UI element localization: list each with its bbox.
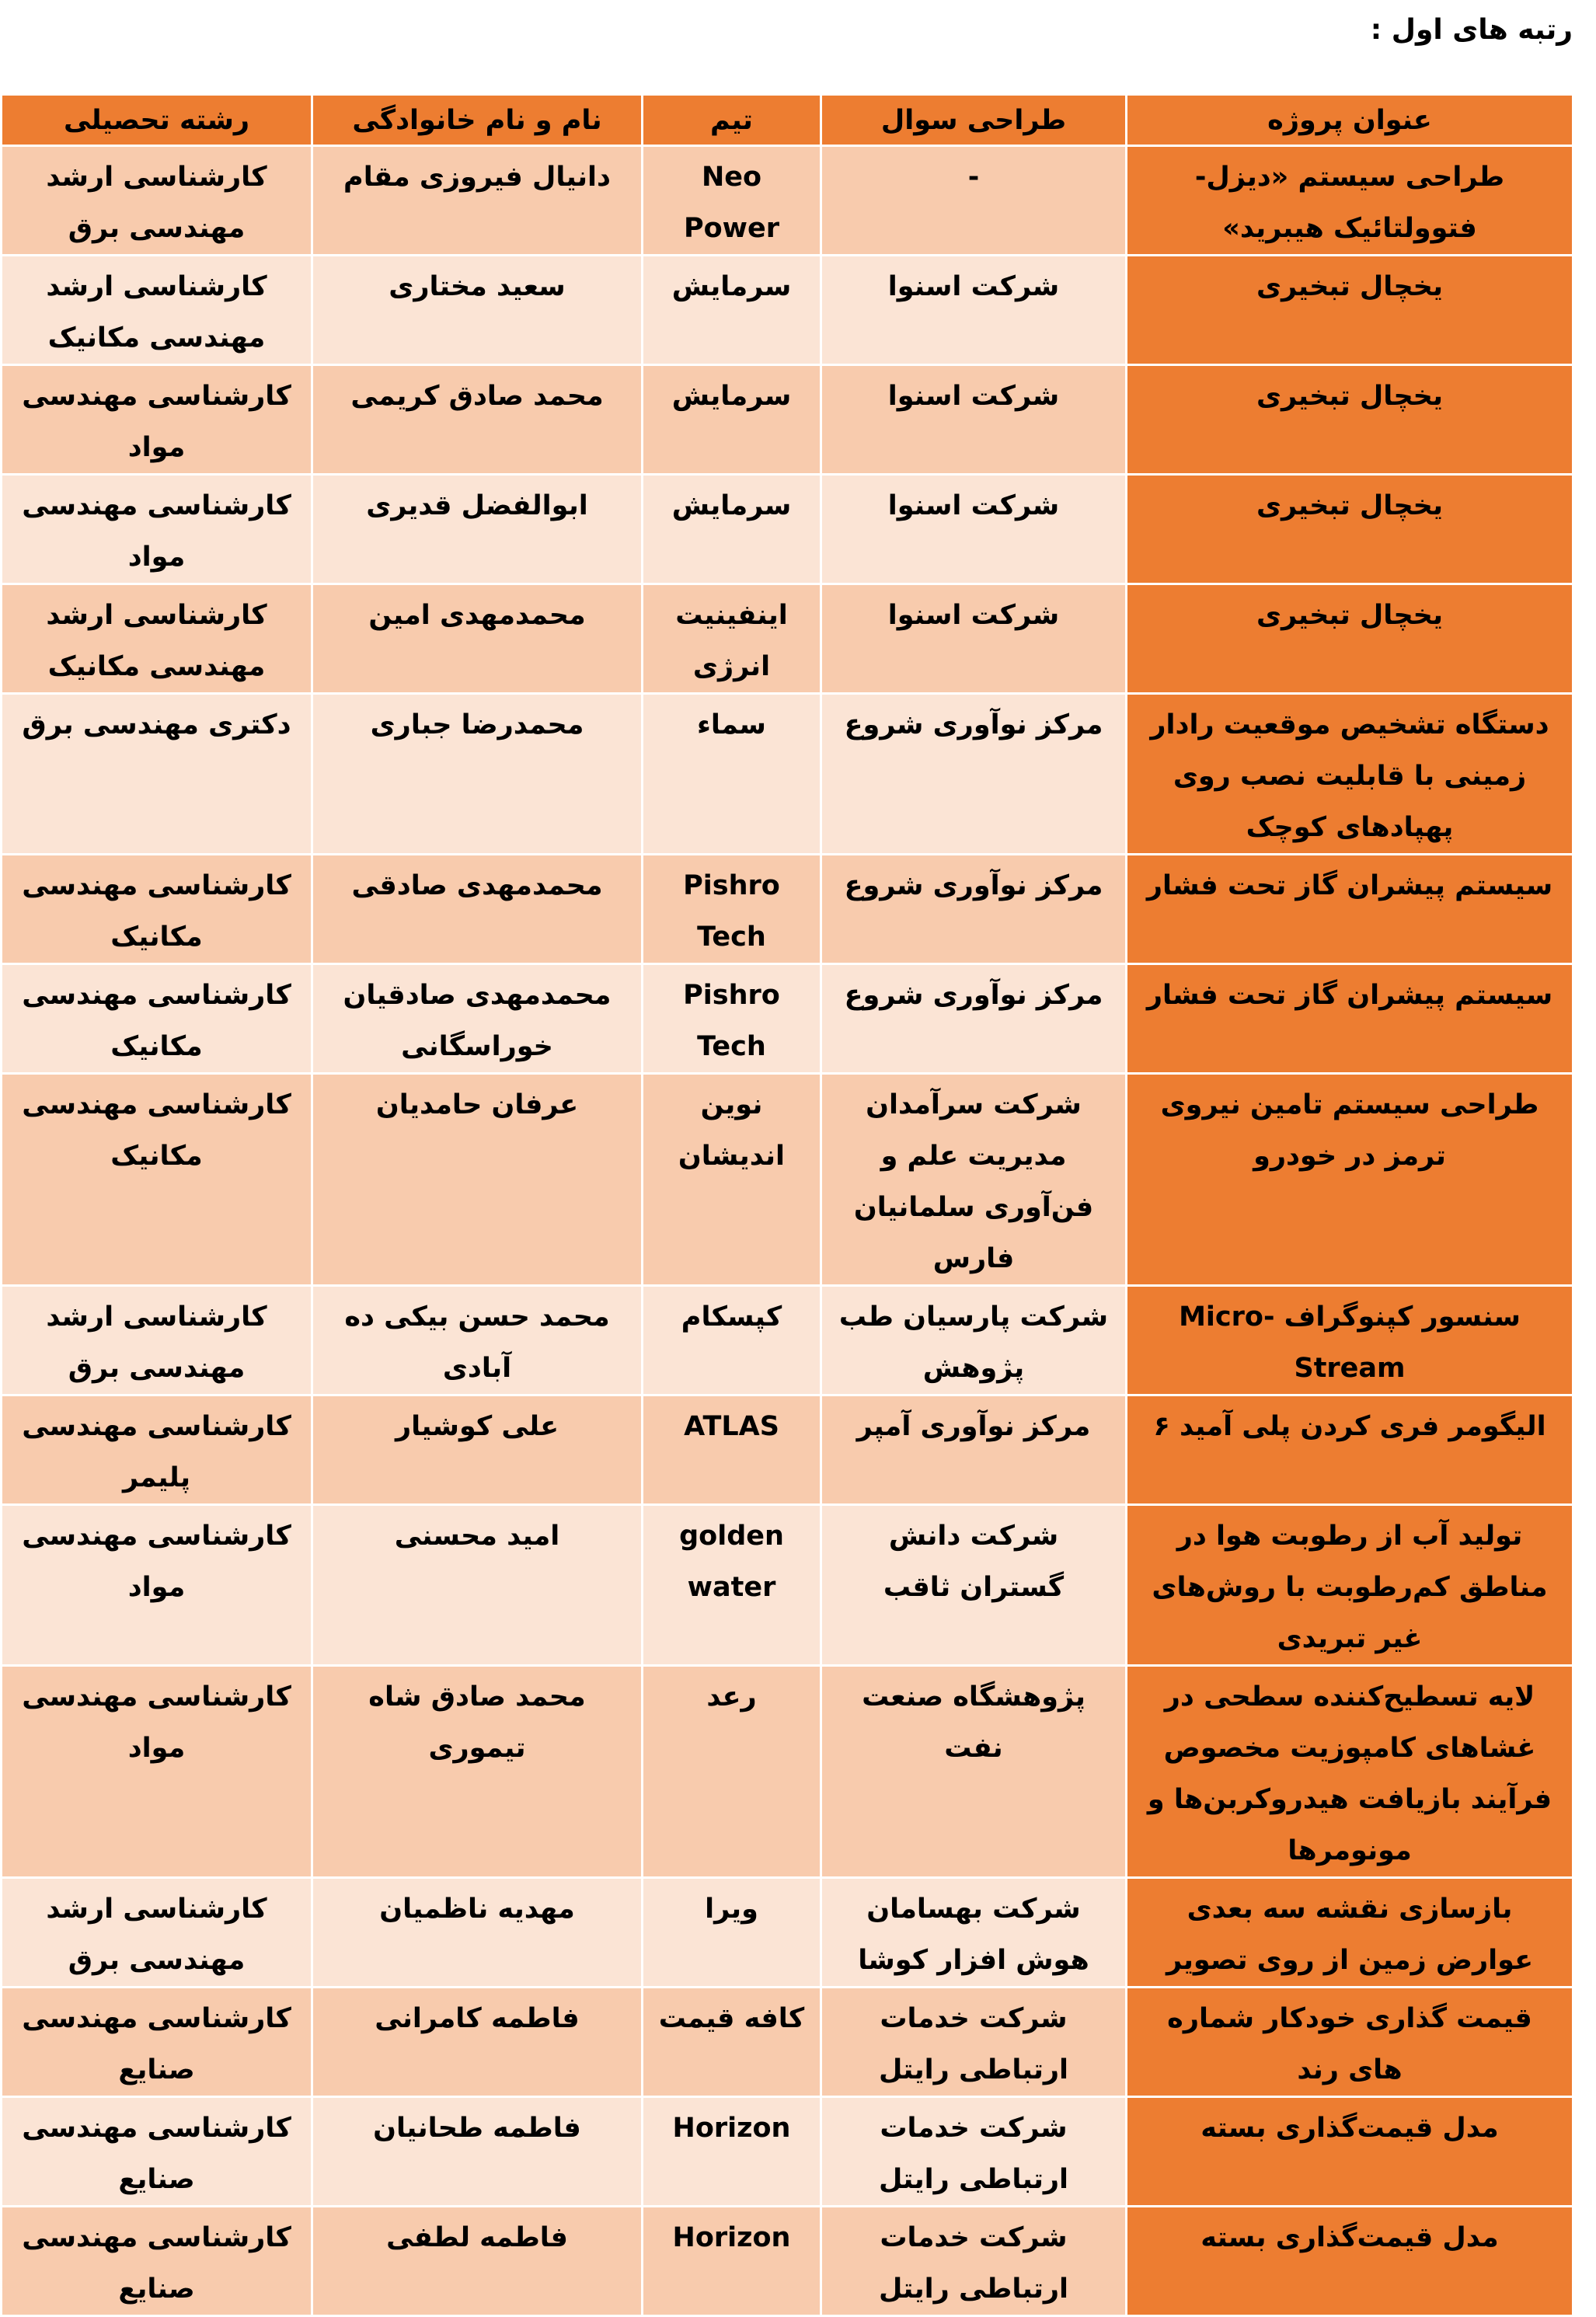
cell-field-of-study: کارشناسی ارشد مهندسی برق bbox=[2, 1286, 312, 1395]
cell-project-title: یخچال تبخیری bbox=[1127, 584, 1573, 694]
cell-question-designer: شرکت اسنوا bbox=[821, 365, 1127, 475]
cell-question-designer: مرکز نوآوری شروع bbox=[821, 964, 1127, 1074]
cell-field-of-study: کارشناسی مهندسی مواد bbox=[2, 365, 312, 475]
table-row bbox=[2, 256, 1573, 365]
cell-project-title: لایه تسطیح‌کننده سطحی در غشاهای کامپوزیت مخصوص فرآیند بازیافت هیدروکربن‌ها و مونومرها bbox=[1127, 1666, 1573, 1878]
cell-full-name: محمدرضا جباری bbox=[312, 694, 643, 855]
cell-full-name: علی کوشیار bbox=[312, 1395, 643, 1505]
cell-question-designer: شرکت پارسیان طب پژوهش bbox=[821, 1286, 1127, 1395]
cell-full-name: مهدیه ناظمیان bbox=[312, 1878, 643, 1988]
cell-project-title: طراحی سیستم «دیزل-فتوولتائیک هیبرید» bbox=[1127, 146, 1573, 256]
cell-full-name: فاطمه کامرانی bbox=[312, 1988, 643, 2097]
table-row bbox=[2, 1666, 1573, 1878]
cell-project-title: مدل قیمت‌گذاری بسته bbox=[1127, 2207, 1573, 2316]
cell-question-designer: مرکز نوآوری شروع bbox=[821, 855, 1127, 964]
cell-team: golden water bbox=[643, 1505, 821, 1666]
cell-project-title: سیستم پیشران گاز تحت فشار bbox=[1127, 855, 1573, 964]
table-row bbox=[2, 146, 1573, 256]
cell-full-name: محمدمهدی امین bbox=[312, 584, 643, 694]
cell-project-title: سنسور کپنوگراف Micro-Stream bbox=[1127, 1286, 1573, 1395]
cell-project-title: یخچال تبخیری bbox=[1127, 365, 1573, 475]
cell-full-name: فاطمه لطفی bbox=[312, 2207, 643, 2316]
cell-field-of-study: کارشناسی مهندسی صنایع bbox=[2, 2097, 312, 2207]
cell-team: ATLAS bbox=[643, 1395, 821, 1505]
cell-team: Pishro Tech bbox=[643, 964, 821, 1074]
rankings-table bbox=[0, 93, 1574, 2317]
cell-full-name: ابوالفضل قدیری bbox=[312, 475, 643, 584]
cell-question-designer: شرکت خدمات ارتباطی رایتل bbox=[821, 2097, 1127, 2207]
cell-project-title: یخچال تبخیری bbox=[1127, 256, 1573, 365]
header-question-designer: طراحی سوال bbox=[821, 95, 1127, 146]
table-row bbox=[2, 1395, 1573, 1505]
cell-project-title: مدل قیمت‌گذاری بسته bbox=[1127, 2097, 1573, 2207]
cell-team: کافه قیمت bbox=[643, 1988, 821, 2097]
cell-full-name: محمد حسن بیکی ده آبادی bbox=[312, 1286, 643, 1395]
cell-project-title: قیمت گذاری خودکار شماره های رند bbox=[1127, 1988, 1573, 2097]
cell-team: Neo Power bbox=[643, 146, 821, 256]
header-field-of-study: رشته تحصیلی bbox=[2, 95, 312, 146]
cell-field-of-study: کارشناسی مهندسی صنایع bbox=[2, 2207, 312, 2316]
cell-question-designer: شرکت بهسامان هوش افزار کوشا bbox=[821, 1878, 1127, 1988]
cell-field-of-study: کارشناسی ارشد مهندسی مکانیک bbox=[2, 584, 312, 694]
cell-full-name: فاطمه طحانیان bbox=[312, 2097, 643, 2207]
cell-field-of-study: کارشناسی مهندسی پلیمر bbox=[2, 1395, 312, 1505]
header-full-name: نام و نام خانوادگی bbox=[312, 95, 643, 146]
cell-team: نوین اندیشان bbox=[643, 1074, 821, 1286]
cell-project-title: دستگاه تشخیص موقعیت رادار زمینی با قابلیت نصب روی پهپادهای کوچک bbox=[1127, 694, 1573, 855]
cell-question-designer: پژوهشگاه صنعت نفت bbox=[821, 1666, 1127, 1878]
cell-question-designer: شرکت خدمات ارتباطی رایتل bbox=[821, 1988, 1127, 2097]
cell-field-of-study: دکتری مهندسی برق bbox=[2, 694, 312, 855]
table-header-row bbox=[2, 95, 1573, 146]
cell-team: Horizon bbox=[643, 2097, 821, 2207]
table-row bbox=[2, 584, 1573, 694]
cell-team: رعد bbox=[643, 1666, 821, 1878]
table-row bbox=[2, 964, 1573, 1074]
table-row bbox=[2, 1988, 1573, 2097]
cell-project-title: الیگومر فری کردن پلی آمید ۶ bbox=[1127, 1395, 1573, 1505]
cell-question-designer: مرکز نوآوری آمپر bbox=[821, 1395, 1127, 1505]
cell-team: سماء bbox=[643, 694, 821, 855]
cell-project-title: تولید آب از رطوبت هوا در مناطق کم‌رطوبت با روش‌های غیر تبریدی bbox=[1127, 1505, 1573, 1666]
cell-full-name: دانیال فیروزی مقام bbox=[312, 146, 643, 256]
table-row bbox=[2, 694, 1573, 855]
cell-field-of-study: کارشناسی ارشد مهندسی برق bbox=[2, 146, 312, 256]
cell-field-of-study: کارشناسی مهندسی مکانیک bbox=[2, 855, 312, 964]
table-row bbox=[2, 2207, 1573, 2316]
cell-field-of-study: کارشناسی مهندسی مکانیک bbox=[2, 964, 312, 1074]
cell-project-title: یخچال تبخیری bbox=[1127, 475, 1573, 584]
cell-project-title: طراحی سیستم تامین نیروی ترمز در خودرو bbox=[1127, 1074, 1573, 1286]
cell-team: سرمایش bbox=[643, 256, 821, 365]
cell-full-name: امید محسنی bbox=[312, 1505, 643, 1666]
cell-full-name: محمدمهدی صادقیان خوراسگانی bbox=[312, 964, 643, 1074]
page-heading: رتبه های اول : bbox=[1370, 14, 1573, 46]
cell-field-of-study: کارشناسی مهندسی مواد bbox=[2, 475, 312, 584]
cell-full-name: محمدمهدی صادقی bbox=[312, 855, 643, 964]
cell-team: سرمایش bbox=[643, 475, 821, 584]
table-row bbox=[2, 1878, 1573, 1988]
cell-question-designer: شرکت اسنوا bbox=[821, 256, 1127, 365]
cell-team: ویرا bbox=[643, 1878, 821, 1988]
header-team: تیم bbox=[643, 95, 821, 146]
table-row bbox=[2, 475, 1573, 584]
cell-team: اینفینیت انرژی bbox=[643, 584, 821, 694]
cell-field-of-study: کارشناسی ارشد مهندسی مکانیک bbox=[2, 256, 312, 365]
cell-project-title: سیستم پیشران گاز تحت فشار bbox=[1127, 964, 1573, 1074]
cell-team: کپسکام bbox=[643, 1286, 821, 1395]
cell-question-designer: - bbox=[821, 146, 1127, 256]
cell-field-of-study: کارشناسی مهندسی صنایع bbox=[2, 1988, 312, 2097]
cell-question-designer: مرکز نوآوری شروع bbox=[821, 694, 1127, 855]
table-row bbox=[2, 1074, 1573, 1286]
cell-full-name: محمد صادق شاه تیموری bbox=[312, 1666, 643, 1878]
table-row bbox=[2, 855, 1573, 964]
cell-question-designer: شرکت اسنوا bbox=[821, 475, 1127, 584]
table-row bbox=[2, 1286, 1573, 1395]
table-row bbox=[2, 2097, 1573, 2207]
cell-question-designer: شرکت دانش گستران ثاقب bbox=[821, 1505, 1127, 1666]
header-project-title: عنوان پروژه bbox=[1127, 95, 1573, 146]
cell-project-title: بازسازی نقشه سه بعدی عوارض زمین از روی تصویر bbox=[1127, 1878, 1573, 1988]
cell-team: سرمایش bbox=[643, 365, 821, 475]
table-row bbox=[2, 1505, 1573, 1666]
cell-full-name: سعید مختاری bbox=[312, 256, 643, 365]
cell-question-designer: شرکت خدمات ارتباطی رایتل bbox=[821, 2207, 1127, 2316]
cell-field-of-study: کارشناسی ارشد مهندسی برق bbox=[2, 1878, 312, 1988]
cell-field-of-study: کارشناسی مهندسی مواد bbox=[2, 1666, 312, 1878]
cell-field-of-study: کارشناسی مهندسی مواد bbox=[2, 1505, 312, 1666]
cell-team: Pishro Tech bbox=[643, 855, 821, 964]
cell-field-of-study: کارشناسی مهندسی مکانیک bbox=[2, 1074, 312, 1286]
cell-question-designer: شرکت سرآمدان مدیریت علم و فن‌آوری سلمانیان فارس bbox=[821, 1074, 1127, 1286]
table-row bbox=[2, 365, 1573, 475]
cell-question-designer: شرکت اسنوا bbox=[821, 584, 1127, 694]
cell-full-name: محمد صادق کریمی bbox=[312, 365, 643, 475]
cell-team: Horizon bbox=[643, 2207, 821, 2316]
cell-full-name: عرفان حامدیان bbox=[312, 1074, 643, 1286]
